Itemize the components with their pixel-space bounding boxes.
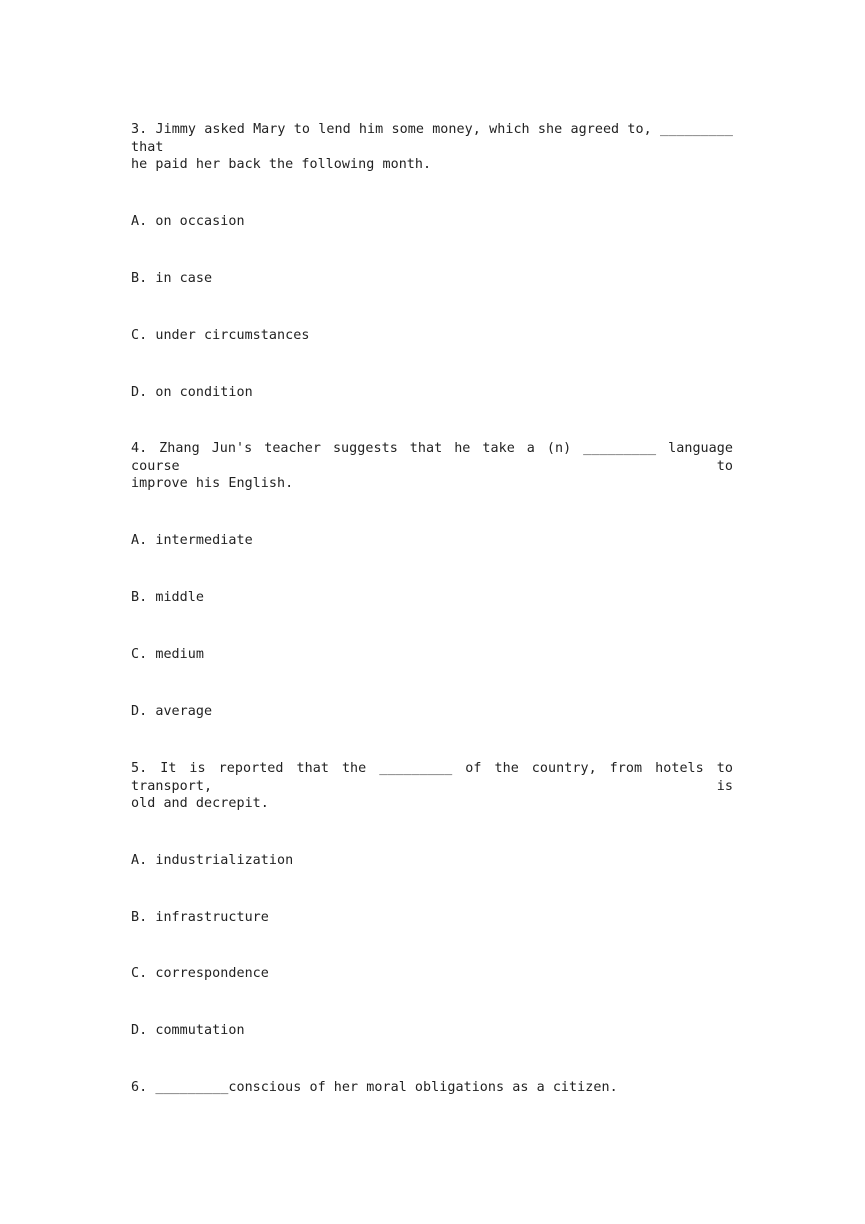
question-3-option-b: B. in case <box>131 271 213 286</box>
question-3-option-d: D. on condition <box>131 385 253 400</box>
question-3-stem-line-2: he paid her back the following month. <box>131 157 432 172</box>
question-5-stem-line-1: 5. It is reported that the _________ of the country, from hotels to transport, is <box>131 761 733 794</box>
question-3-stem-line-1: 3. Jimmy asked Mary to lend him some money, which she agreed to, _________ that <box>131 122 733 155</box>
question-5-stem-line-2: old and decrepit. <box>131 796 269 811</box>
question-4-option-a: A. intermediate <box>131 533 253 548</box>
question-6-stem-line-1: 6. _________conscious of her moral obligations as a citizen. <box>131 1080 618 1095</box>
question-4-option-c: C. medium <box>131 647 205 662</box>
question-5-option-c: C. correspondence <box>131 966 269 981</box>
question-4-option-d: D. average <box>131 704 213 719</box>
question-3-option-c: C. under circumstances <box>131 328 310 343</box>
question-4-stem-line-2: improve his English. <box>131 476 294 491</box>
question-5-option-d: D. commutation <box>131 1023 245 1038</box>
question-4-stem-line-1: 4. Zhang Jun's teacher suggests that he take a (n) _________ language course to <box>131 441 733 474</box>
question-4-option-b: B. middle <box>131 590 205 605</box>
question-3-option-a: A. on occasion <box>131 214 245 229</box>
question-5-option-b: B. infrastructure <box>131 910 269 925</box>
question-5-option-a: A. industrialization <box>131 853 294 868</box>
